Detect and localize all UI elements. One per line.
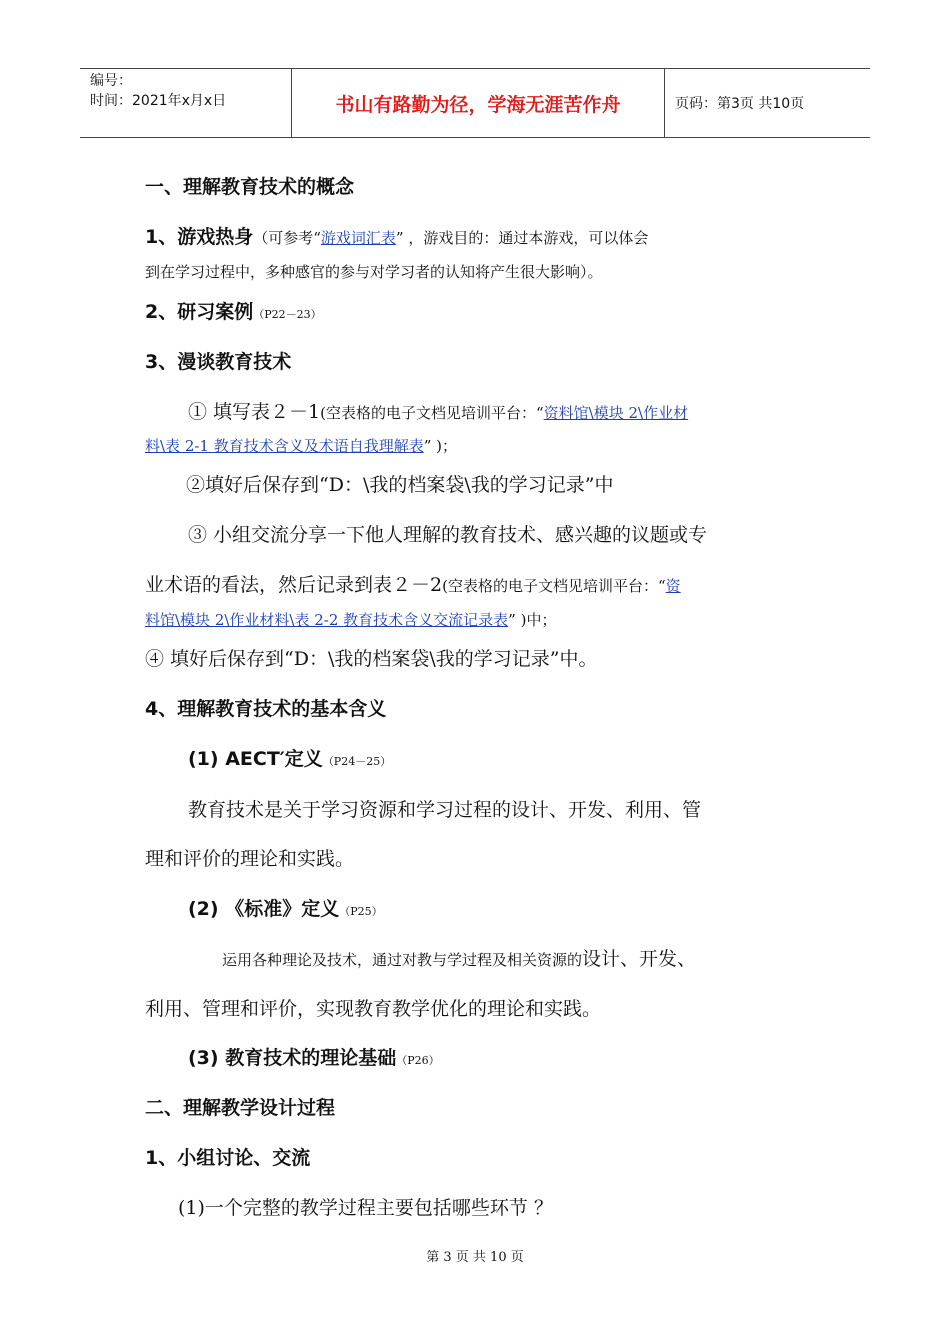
step3-line1: ③ 小组交流分享一下他人理解的教育技术、感兴趣的议题或专: [188, 524, 708, 546]
header-time: 时间：2021年x月x日: [90, 93, 227, 109]
page-footer: 第 3 页 共 10 页: [426, 1250, 524, 1265]
step3-line2: 业术语的看法，然后记录到表２－2(空表格的电子文档见培训平台：“资: [145, 574, 681, 596]
item1-title: 1、游戏热身: [145, 226, 254, 248]
table21-link-b[interactable]: 料\表 2-1 教育技术含义及术语自我理解表: [145, 437, 424, 455]
item1-line1: 1、游戏热身（可参考“游戏词汇表” ，游戏目的：通过本游戏，可以体会: [145, 226, 649, 248]
def1-title-line: (1) AECT′定义（P24－25）: [188, 748, 392, 770]
table22-link-a[interactable]: 资: [665, 577, 681, 595]
step3-line3: 料馆\模块 2\作业材料\表 2-2 教育技术含义交流记录表” )中；: [145, 611, 557, 629]
step2-line: ②填好后保存到“D：\我的档案袋\我的学习记录”中: [186, 474, 614, 496]
section2-heading: 二、理解教学设计过程: [145, 1097, 336, 1119]
page-header: [80, 68, 870, 138]
def1-text-line2: 理和评价的理论和实践。: [145, 848, 355, 870]
item4-title: 4、理解教育技术的基本含义: [145, 698, 387, 720]
section2-question1: (1)一个完整的教学过程主要包括哪些环节 ？: [178, 1197, 553, 1219]
section1-heading: 一、理解教育技术的概念: [145, 176, 355, 198]
section2-item1-title: 1、小组讨论、交流: [145, 1147, 311, 1169]
step1-line2: 料\表 2-1 教育技术含义及术语自我理解表” )；: [145, 437, 458, 455]
header-motto: 书山有路勤为径，学海无涯苦作舟: [292, 69, 665, 137]
header-number: 编号：: [90, 73, 132, 89]
table22-link-b[interactable]: 料馆\模块 2\作业材料\表 2-2 教育技术含义交流记录表: [145, 611, 509, 629]
item2-line: 2、研习案例（P22－23）: [145, 301, 322, 323]
vocab-link[interactable]: 游戏词汇表: [320, 229, 396, 247]
def1-text-line1: 教育技术是关于学习资源和学习过程的设计、开发、利用、管: [188, 799, 702, 821]
def2-text-line2: 利用、管理和评价，实现教育教学优化的理论和实践。: [145, 998, 602, 1020]
header-meta: [80, 69, 292, 137]
step1-line1: ① 填写表２－1(空表格的电子文档见培训平台：“资料馆\模块 2\作业材: [188, 401, 689, 423]
def3-title-line: (3) 教育技术的理论基础（P26）: [188, 1047, 440, 1069]
header-page-info: 页码：第3页 共10页: [675, 96, 805, 112]
step4-line: ④ 填好后保存到“D：\我的档案袋\我的学习记录”中。: [145, 648, 598, 670]
item3-title: 3、漫谈教育技术: [145, 351, 292, 373]
table21-link-a[interactable]: 资料馆\模块 2\作业材: [543, 404, 689, 422]
item1-line2: 到在学习过程中，多种感官的参与对学习者的认知将产生很大影响）。: [145, 263, 603, 281]
def2-title-line: (2) 《标准》定义（P25）: [188, 898, 383, 920]
def2-text-line1: 运用各种理论及技术，通过对教与学过程及相关资源的设计、开发、: [222, 948, 697, 970]
